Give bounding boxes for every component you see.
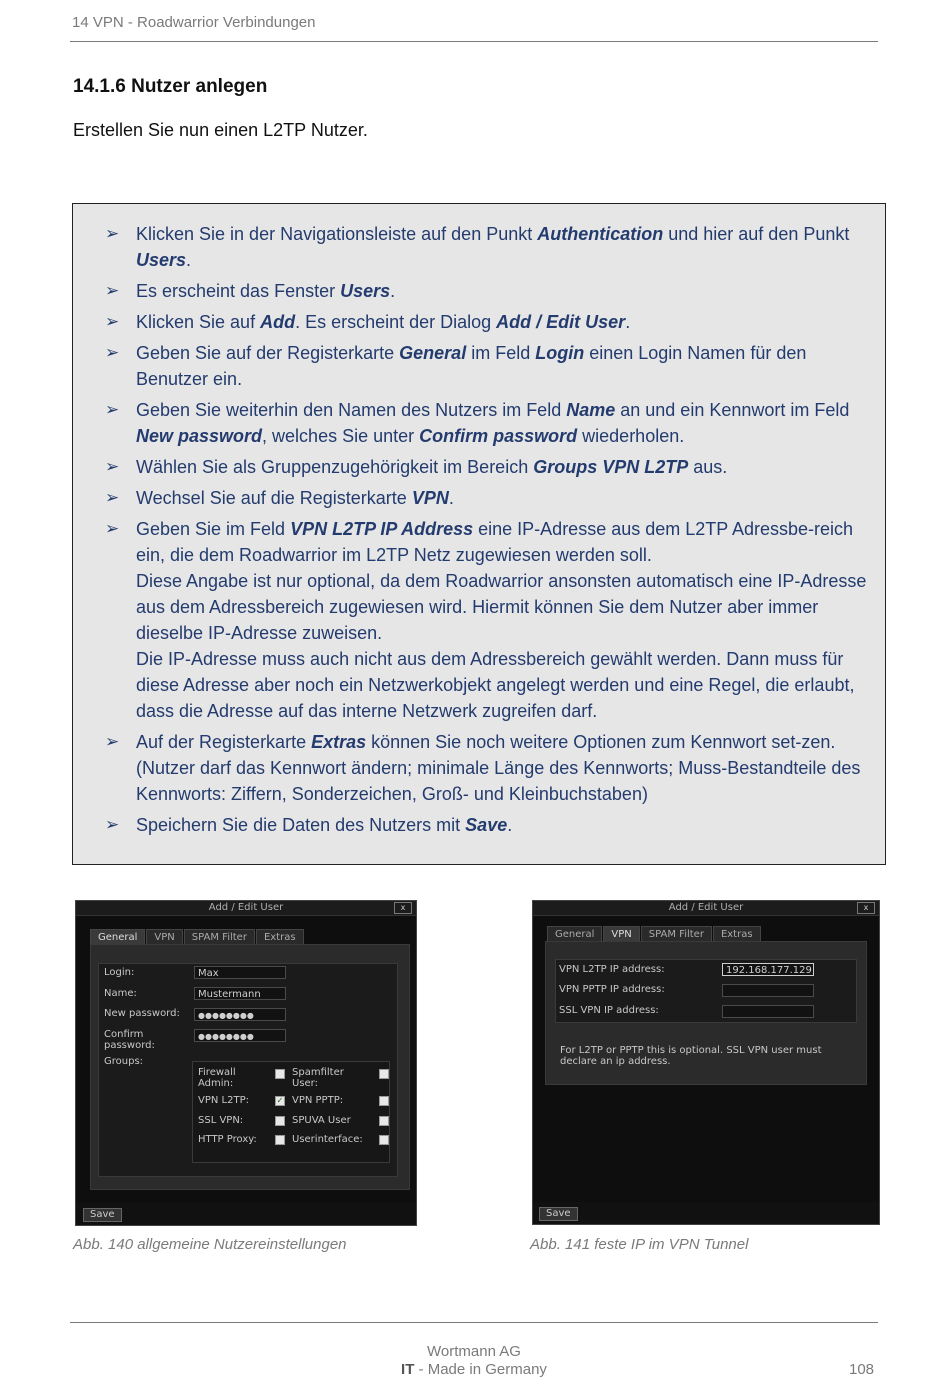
instruction-text: . Es erscheint der Dialog [295,312,497,332]
http-proxy-label: HTTP Proxy: [198,1134,257,1145]
firewall-admin-label-2: Admin: [198,1078,234,1089]
firewall-admin-label-1: Firewall [198,1067,236,1078]
tab-vpn[interactable]: VPN [146,929,182,945]
instruction-text: wiederholen. [577,426,685,446]
name-label: Name: [104,988,137,999]
section-title: 14.1.6 Nutzer anlegen [73,76,268,97]
instruction-keyword: VPN [411,488,449,508]
tab-spam-filter[interactable]: SPAM Filter [641,926,712,942]
instruction-item [73,485,873,511]
instruction-text: Auf der Registerkarte [136,732,312,752]
instruction-text: . [507,815,513,835]
instruction-item [73,278,873,304]
instruction-text: Es erscheint das Fenster [136,281,341,301]
instruction-text: an und ein Kennwort im Feld [615,400,850,420]
instruction-keyword: Add / Edit User [496,312,626,332]
vpn-l2tp-label: VPN L2TP: [198,1095,249,1106]
tab-vpn[interactable]: VPN [603,926,639,942]
dialog-title: Add / Edit User [208,902,284,913]
instruction-item [73,516,873,724]
bullet-arrow-icon: ➢ [105,732,120,751]
instruction-keyword: VPN L2TP IP Address [290,519,474,539]
instruction-text: Klicken Sie in der Navigationsleiste auf den Punkt [136,224,538,244]
figure-caption-140: Abb. 140 allgemeine Nutzereinstellungen [73,1236,347,1253]
instruction-item [73,454,873,480]
login-field[interactable]: Max [194,966,286,979]
instruction-item [73,340,873,392]
bullet-arrow-icon: ➢ [105,224,120,243]
instruction-keyword: Add [260,312,296,332]
instruction-text: . [186,250,192,270]
instruction-text: aus. [688,457,728,477]
instruction-keyword: Login [535,343,585,363]
footer-company: Wortmann AG [427,1343,521,1360]
screenshot-general-tab [75,900,417,1226]
instruction-keyword: General [399,343,467,363]
instruction-text: Geben Sie weiterhin den Namen des Nutzers im Feld [136,400,567,420]
running-header: 14 VPN - Roadwarrior Verbindungen [72,14,316,31]
instruction-text: können Sie noch weitere Optionen zum Kennwort set-zen. [366,732,836,752]
figure-caption-141: Abb. 141 feste IP im VPN Tunnel [530,1236,749,1253]
instruction-keyword: Users [136,250,187,270]
screenshot-vpn-tab [532,900,880,1225]
instruction-text: im Feld [466,343,536,363]
instruction-text: . [448,488,454,508]
bullet-arrow-icon: ➢ [105,488,120,507]
instruction-item [73,309,873,335]
save-button[interactable]: Save [539,1207,578,1221]
save-button[interactable]: Save [83,1208,122,1222]
dialog-titlebar [533,901,879,916]
instruction-text: Speichern Sie die Daten des Nutzers mit [136,815,466,835]
vpn-pptp-label: VPN PPTP: [292,1095,344,1106]
ssl-vpn-ip-field[interactable] [722,1005,814,1018]
instruction-keyword: Users [340,281,391,301]
footer-tagline-bold: IT [401,1361,415,1378]
dialog-footer [533,1202,879,1224]
tab-spam-filter[interactable]: SPAM Filter [184,929,255,945]
close-icon[interactable]: x [857,902,875,914]
instruction-text: Geben Sie auf der Registerkarte [136,343,400,363]
instruction-keyword: Confirm password [419,426,578,446]
name-field[interactable]: Mustermann [194,987,286,1000]
confirm-password-label-line1: Confirm [104,1029,144,1040]
new-password-field[interactable]: ●●●●●●●● [194,1008,286,1021]
login-label: Login: [104,967,135,978]
instruction-text: einen Login Namen für den Benutzer ein. [136,343,807,389]
new-password-label: New password: [104,1008,180,1019]
instruction-keyword: New password [136,426,263,446]
tab-bar [90,929,305,945]
bullet-arrow-icon: ➢ [105,343,120,362]
instruction-text: Geben Sie im Feld [136,519,291,539]
tab-extras[interactable]: Extras [256,929,304,945]
instruction-keyword: Name [566,400,616,420]
spuva-user-label: SPUVA User [292,1115,351,1126]
vpn-l2tp-ip-field[interactable]: 192.168.177.129 [722,963,814,976]
spamfilter-user-label-1: Spamfilter [292,1067,344,1078]
footer-tagline [0,1361,948,1378]
bullet-arrow-icon: ➢ [105,400,120,419]
instruction-text: Die IP-Adresse muss auch nicht aus dem Adressbereich gewählt werden. Dann muss für diese Adresse aber noch ein Netzwerkobjekt angelegt werden und eine Regel, die erlaubt, dass die Adresse auf das interne Netzwerk zugreifen darf. [136,649,855,721]
http-proxy-checkbox[interactable] [275,1135,285,1145]
tab-general[interactable]: General [547,926,602,942]
tab-bar [547,926,762,942]
vpn-l2tp-ip-label: VPN L2TP IP address: [559,964,665,975]
instruction-text: Diese Angabe ist nur optional, da dem Roadwarrior ansonsten automatisch eine IP-Adresse aus dem Adressbereich zugewiesen wird. Hiermit können Sie dem Nutzer aber immer dieselbe IP-Adresse zuweisen. [136,571,867,643]
instruction-text: eine IP-Adresse aus dem L2TP Adressbe-reich ein, die dem Roadwarrior im L2TP Netz zugewiesen werden soll. [136,519,854,565]
instruction-text: , welches Sie unter [262,426,420,446]
instruction-box [72,203,886,865]
instruction-text: und hier auf den Punkt [663,224,850,244]
bullet-arrow-icon: ➢ [105,312,120,331]
dialog-footer [76,1203,416,1225]
instruction-item [73,221,873,273]
instruction-text: . [625,312,631,332]
instruction-text: Klicken Sie auf [136,312,261,332]
bullet-arrow-icon: ➢ [105,281,120,300]
instruction-item [73,397,873,449]
vpn-pptp-ip-field[interactable] [722,984,814,997]
bullet-arrow-icon: ➢ [105,815,120,834]
instruction-item [73,812,873,838]
userinterface-label: Userinterface: [292,1134,363,1145]
close-icon[interactable]: x [394,902,412,914]
ssl-vpn-label: SSL VPN: [198,1115,244,1126]
ssl-vpn-checkbox[interactable] [275,1116,285,1126]
ssl-vpn-ip-label: SSL VPN IP address: [559,1005,659,1016]
vpn-pptp-checkbox[interactable] [379,1096,389,1106]
page-number: 108 [849,1361,875,1378]
instruction-text: Wählen Sie als Gruppenzugehörigkeit im Bereich [136,457,534,477]
instruction-item [73,729,873,807]
bullet-arrow-icon: ➢ [105,457,120,476]
firewall-admin-checkbox[interactable] [275,1069,285,1079]
header-rule [70,41,878,42]
vpn-note-line2: declare an ip address. [560,1056,671,1067]
footer-tagline-rest: - Made in Germany [414,1361,547,1378]
instruction-list [73,204,885,838]
instruction-keyword: Groups VPN L2TP [533,457,689,477]
instruction-text: (Nutzer darf das Kennwort ändern; minimale Länge des Kennworts; Muss-Bestandteile des Kennworts: Ziffern, Sonderzeichen, Groß- und Kleinbuchstaben) [136,758,861,804]
userinterface-checkbox[interactable] [379,1135,389,1145]
instruction-text: Wechsel Sie auf die Registerkarte [136,488,412,508]
dialog-titlebar [76,901,416,916]
confirm-password-field[interactable]: ●●●●●●●● [194,1029,286,1042]
spamfilter-user-label-2: User: [292,1078,318,1089]
spuva-user-checkbox[interactable] [379,1116,389,1126]
vpn-l2tp-checkbox[interactable]: ✓ [276,1096,284,1105]
spamfilter-user-checkbox[interactable] [379,1069,389,1079]
instruction-keyword: Save [465,815,508,835]
vpn-note-line1: For L2TP or PPTP this is optional. SSL VPN user must [560,1045,822,1056]
intro-text: Erstellen Sie nun einen L2TP Nutzer. [73,120,368,140]
groups-label: Groups: [104,1056,144,1067]
bullet-arrow-icon: ➢ [105,519,120,538]
dialog-title: Add / Edit User [668,902,744,913]
footer-rule [70,1322,878,1323]
instruction-keyword: Extras [311,732,367,752]
tab-general[interactable]: General [90,929,145,945]
instruction-keyword: Authentication [537,224,664,244]
tab-extras[interactable]: Extras [713,926,761,942]
instruction-text: . [390,281,396,301]
confirm-password-label-line2: password: [104,1040,155,1051]
vpn-pptp-ip-label: VPN PPTP IP address: [559,984,665,995]
